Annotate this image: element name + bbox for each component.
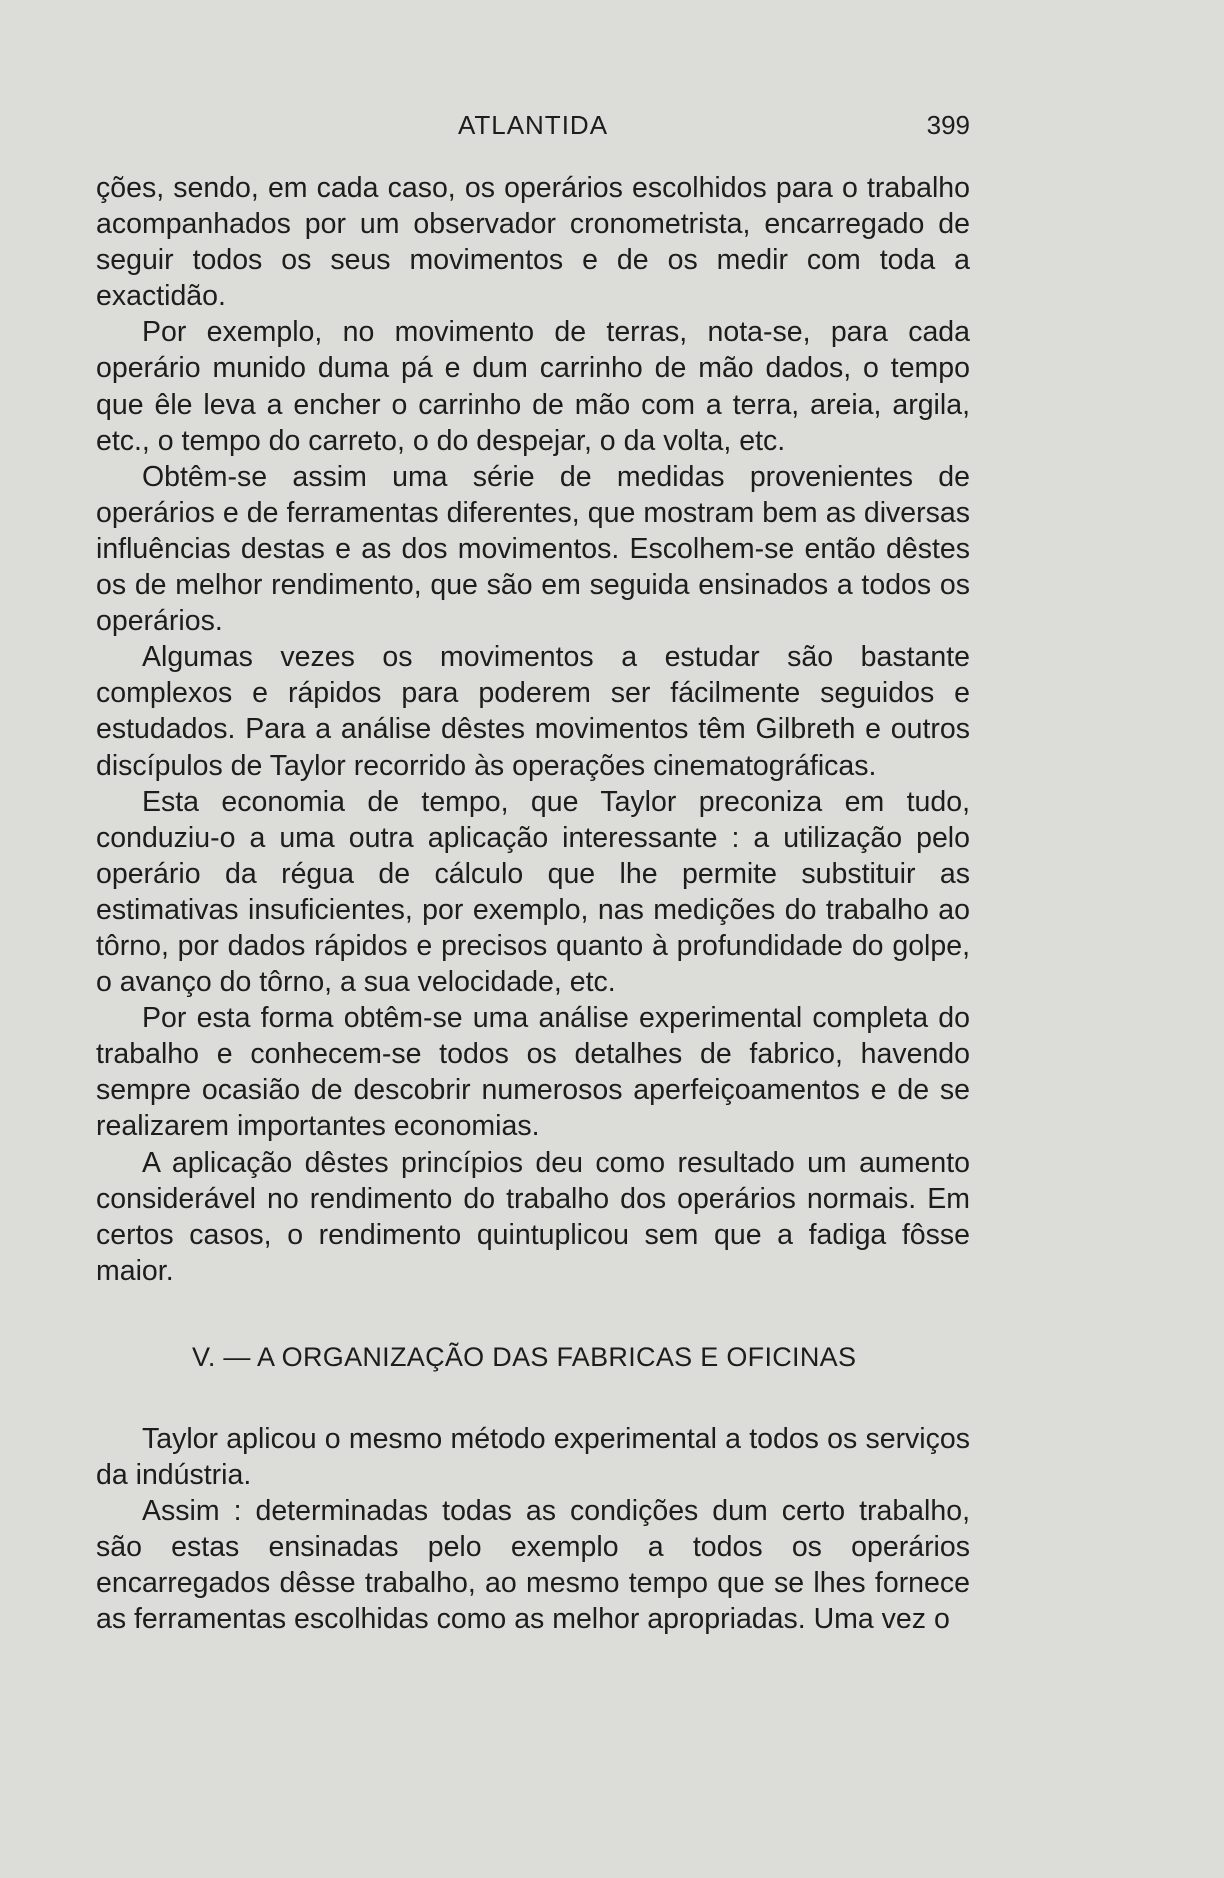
- text-body: [96, 170, 970, 1637]
- paragraph: A aplicação dêstes princípios deu como resultado um aumento considerável no rendimento do trabalho dos operários normais. Em certos casos, o rendimento quintuplicou sem que a fadiga fôsse maior.: [96, 1146, 970, 1287]
- paragraph: Esta economia de tempo, que Taylor preconiza em tudo, conduziu-o a uma outra aplicação interessante : a utilização pelo operário da régua de cálculo que lhe permite substituir as estimativas insuficientes, por exemplo, nas medições do trabalho ao tôrno, por dados rápidos e precisos quanto à profundidade do golpe, o avanço do tôrno, a sua velocidade, etc.: [96, 785, 970, 999]
- paragraph: Assim : determinadas todas as condições dum certo trabalho, são estas ensinadas pelo exemplo a todos os operários encarregados dêsse trabalho, ao mesmo tempo que se lhes fornece as ferramentas escolhidas como as melhor apropriadas. Uma vez o: [96, 1495, 970, 1636]
- section-heading: V. — A ORGANIZAÇÃO DAS FABRICAS E OFICINAS: [192, 1341, 857, 1372]
- running-title: ATLANTIDA: [457, 110, 609, 140]
- running-head: [96, 108, 970, 142]
- paragraph: Algumas vezes os movimentos a estudar são bastante complexos e rápidos para poderem ser fácilmente seguidos e estudados. Para a análise dêstes movimentos têm Gilbreth e outros discípulos de Taylor recorrido às operações cinematográficas.: [96, 641, 970, 782]
- paragraph: Por exemplo, no movimento de terras, nota-se, para cada operário munido duma pá e dum carrinho de mão dados, o tempo que êle leva a encher o carrinho de mão com a terra, areia, argila, etc., o tempo do carreto, o do despejar, o da volta, etc.: [96, 316, 970, 457]
- paragraph: Taylor aplicou o mesmo método experimental a todos os serviços da indústria.: [96, 1422, 970, 1491]
- paragraph: Por esta forma obtêm-se uma análise experimental completa do trabalho e conhecem-se todos os detalhes de fabrico, havendo sempre ocasião de descobrir numerosos aperfeiçoamentos e de se realizarem importantes economias.: [96, 1002, 970, 1143]
- page-number: 399: [926, 110, 970, 140]
- paragraph: Obtêm-se assim uma série de medidas provenientes de operários e de ferramentas diferentes, que mostram bem as diversas influências destas e as dos movimentos. Escolhem-se então dêstes os de melhor rendimento, que são em seguida ensinados a todos os operários.: [96, 460, 970, 638]
- paragraph: ções, sendo, em cada caso, os operários escolhidos para o trabalho acompanhados por um observador cronometrista, encarregado de seguir todos os seus movimentos e de os medir com toda a exactidão.: [96, 172, 970, 313]
